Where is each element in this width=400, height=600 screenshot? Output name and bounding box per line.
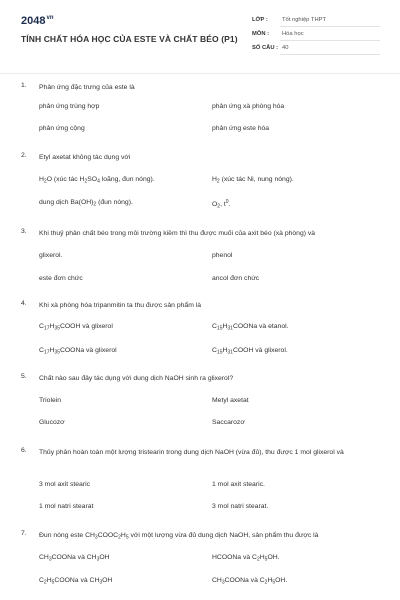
question-number: 2. xyxy=(21,152,27,159)
answer-option[interactable] xyxy=(212,347,288,356)
subscript: 3 xyxy=(99,579,103,586)
text-run: H xyxy=(49,323,55,330)
text-run: Triolein xyxy=(39,397,62,404)
answer-option[interactable] xyxy=(212,577,287,586)
text-run: H xyxy=(222,323,228,330)
subscript: 3 xyxy=(96,556,100,563)
text-run: 1 mol axit stearic. xyxy=(212,481,265,488)
subscript: 35 xyxy=(54,325,60,332)
text-run: OH. xyxy=(275,577,288,584)
text-run: phản ứng xà phòng hóa xyxy=(212,103,285,110)
text-run: C xyxy=(39,347,44,354)
answer-option[interactable] xyxy=(212,252,232,259)
question-stem xyxy=(39,530,369,544)
answer-option[interactable] xyxy=(212,481,265,488)
subscript: 31 xyxy=(227,325,233,332)
meta-underline xyxy=(280,54,380,55)
question-number: 4. xyxy=(21,300,27,307)
answer-option[interactable] xyxy=(212,419,245,426)
subscript: 2 xyxy=(264,579,268,586)
text-run: O (xúc tác H xyxy=(46,176,85,183)
text-run: CH xyxy=(39,554,49,561)
answer-option[interactable] xyxy=(212,125,269,132)
meta-underline xyxy=(280,26,380,27)
subscript: 2 xyxy=(216,178,220,185)
question-number: 3. xyxy=(21,228,27,235)
meta-value: Tốt nghiệp THPT xyxy=(282,17,327,23)
answer-option[interactable] xyxy=(39,397,61,404)
subscript: 2 xyxy=(93,201,97,208)
answer-option[interactable] xyxy=(39,347,117,356)
answer-option[interactable] xyxy=(212,554,280,563)
question-number: 7. xyxy=(21,530,27,537)
text-run: HCOONa và C xyxy=(212,554,257,561)
answer-option[interactable] xyxy=(39,275,83,282)
text-run: . xyxy=(228,201,231,208)
subscript: 2 xyxy=(84,178,88,185)
header-divider xyxy=(0,73,400,74)
document-header xyxy=(0,0,400,74)
question-stem: Phản ứng đặc trưng của este là xyxy=(39,84,135,91)
text-run: COONa và C xyxy=(224,577,265,584)
answer-option[interactable] xyxy=(212,199,230,210)
subscript: 2 xyxy=(43,178,47,185)
text-run: loãng, đun nóng). xyxy=(99,176,155,183)
logo-text: 2048 xyxy=(21,15,46,27)
text-run: phenol xyxy=(212,252,233,259)
answer-option[interactable] xyxy=(39,176,155,185)
text-run: 3 mol axit stearic xyxy=(39,481,90,488)
answer-option[interactable] xyxy=(212,176,294,185)
answer-option[interactable] xyxy=(39,503,93,510)
text-run: 1 mol natri stearat xyxy=(39,503,94,510)
question-stem: Khi xà phòng hóa tripanmitin ta thu được sản phẩm là xyxy=(39,302,202,309)
text-run: phản ứng cộng xyxy=(39,125,85,132)
answer-option[interactable] xyxy=(212,323,289,332)
subscript: 15 xyxy=(216,325,223,332)
text-run: phản ứng trùng hợp xyxy=(39,103,100,110)
text-run: H xyxy=(212,176,217,183)
meta-value: 40 xyxy=(282,45,289,51)
answer-option[interactable] xyxy=(39,481,90,488)
meta-underline xyxy=(280,40,380,41)
answer-option[interactable] xyxy=(39,103,99,110)
text-run: H xyxy=(39,176,44,183)
text-run: COONa và etanol. xyxy=(232,323,289,330)
text-run: 3 mol natri stearat. xyxy=(212,503,269,510)
text-run: dung dịch Ba(OH) xyxy=(39,199,94,206)
subscript: 5 xyxy=(272,579,276,586)
question-stem: Thủy phân hoàn toàn một lượng tristearin trong dung dịch NaOH (vừa đủ), thu được 1 mol glixerol và xyxy=(39,449,344,456)
text-run: Đun nóng este CH xyxy=(39,532,95,539)
text-run: C xyxy=(212,323,217,330)
text-run: COOH và glixerol xyxy=(59,323,113,330)
subscript: 2 xyxy=(43,579,47,586)
subscript: 3 xyxy=(221,579,225,586)
logo-suffix: vn xyxy=(46,15,54,22)
text-run: H xyxy=(120,532,126,539)
meta-key: SỐ CÂU : xyxy=(252,45,279,51)
text-run: OH xyxy=(102,577,113,584)
page-title: TÍNH CHẤT HÓA HỌC CỦA ESTE VÀ CHẤT BÉO (P1) xyxy=(21,34,238,44)
answer-option[interactable] xyxy=(39,199,133,208)
answer-option[interactable] xyxy=(39,125,85,132)
meta-key: MÔN : xyxy=(252,31,270,37)
question-stem: Etyl axetat không tác dụng với xyxy=(39,154,131,161)
text-run: COOH và glixerol. xyxy=(232,347,288,354)
text-run: C xyxy=(39,323,44,330)
text-run: H xyxy=(46,577,52,584)
question-number: 6. xyxy=(21,447,27,454)
question-stem: Chất nào sau đây tác dụng với dung dịch NaOH sinh ra glixerol? xyxy=(39,375,234,382)
subscript: 31 xyxy=(227,349,233,356)
text-run: COOC xyxy=(97,532,119,539)
text-run: (đun nóng). xyxy=(96,199,133,206)
text-run: COONa và CH xyxy=(51,554,97,561)
subscript: 5 xyxy=(51,579,55,586)
text-run: , t xyxy=(220,201,226,208)
text-run: (xúc tác Ni, nung nóng). xyxy=(219,176,294,183)
subscript: 15 xyxy=(216,349,223,356)
text-run: H xyxy=(267,577,273,584)
superscript: 0 xyxy=(225,199,229,205)
text-run: este đơn chức xyxy=(39,275,83,282)
subscript: 17 xyxy=(43,325,50,332)
subscript: 3 xyxy=(94,534,98,541)
text-run: ancol đơn chức xyxy=(212,275,260,282)
text-run: COONa và CH xyxy=(54,577,100,584)
text-run: SO xyxy=(87,176,98,183)
text-run: H xyxy=(259,554,265,561)
text-run: Glucozơ xyxy=(39,419,65,426)
text-run: C xyxy=(212,347,217,354)
text-run: O xyxy=(212,201,218,208)
subscript: 35 xyxy=(54,349,60,356)
subscript: 2 xyxy=(118,534,121,541)
text-run: glixerol. xyxy=(39,252,63,259)
subscript: 2 xyxy=(217,203,221,210)
answer-option[interactable] xyxy=(39,252,62,259)
answer-option[interactable] xyxy=(212,503,268,510)
answer-option[interactable] xyxy=(212,397,249,404)
text-run: OH xyxy=(99,554,110,561)
question-number: 1. xyxy=(21,82,27,89)
text-run: phản ứng este hóa xyxy=(212,125,270,132)
subscript: 2 xyxy=(256,556,260,563)
text-run: OH. xyxy=(267,554,280,561)
answer-option[interactable] xyxy=(39,577,112,586)
text-run: CH xyxy=(212,577,222,584)
subscript: 17 xyxy=(43,349,50,356)
answer-option[interactable] xyxy=(39,419,65,426)
question-number: 5. xyxy=(21,373,27,380)
subscript: 5 xyxy=(264,556,268,563)
text-run: H xyxy=(222,347,228,354)
subscript: 5 xyxy=(125,534,129,541)
subscript: 4 xyxy=(97,178,100,185)
answer-option[interactable] xyxy=(39,554,110,563)
question-stem: Khi thuỷ phân chất béo trong môi trường kiềm thì thu được muối của axit béo (xà phòng) và xyxy=(39,230,316,237)
answer-option[interactable] xyxy=(39,323,113,332)
meta-value: Hóa học xyxy=(282,31,304,37)
text-run: Metyl axetat xyxy=(212,397,249,404)
text-run: H xyxy=(49,347,55,354)
subscript: 3 xyxy=(48,556,52,563)
site-logo[interactable] xyxy=(21,15,54,27)
meta-key: LỚP : xyxy=(252,17,268,23)
text-run: với một lượng vừa đủ dung dịch NaOH, sản phẩm thu được là xyxy=(128,532,319,539)
text-run: Saccarozơ xyxy=(212,419,245,426)
answer-option[interactable] xyxy=(212,275,259,282)
text-run: C xyxy=(39,577,44,584)
text-run: COONa và glixerol xyxy=(59,347,117,354)
answer-option[interactable] xyxy=(212,103,284,110)
